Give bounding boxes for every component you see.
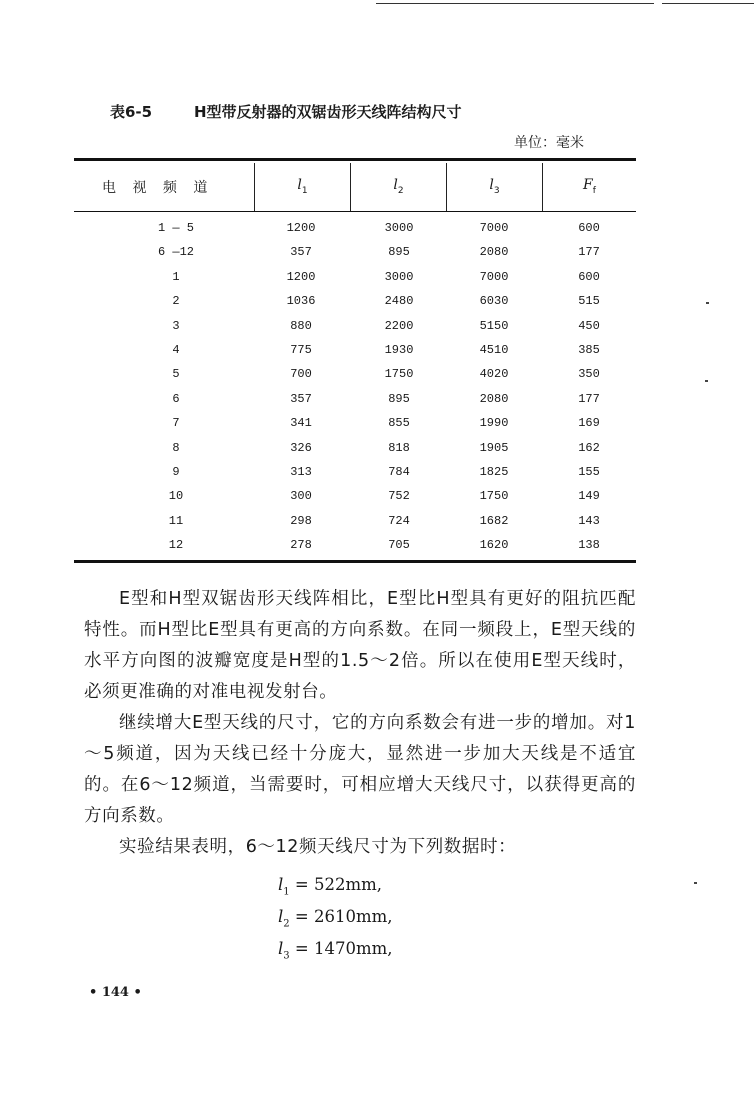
l3-cell: 7000 bbox=[479, 221, 509, 235]
l2-cell: 724 bbox=[388, 513, 410, 528]
l3-cell: 5150 bbox=[479, 318, 509, 333]
table-number: 表6-5 bbox=[110, 103, 153, 121]
header-l2: $l_2$ bbox=[393, 177, 404, 196]
top-edge-line bbox=[662, 3, 754, 4]
f-cell: 385 bbox=[578, 342, 600, 357]
table-row bbox=[74, 241, 636, 265]
l2-cell: 705 bbox=[388, 538, 410, 553]
scan-speck bbox=[706, 302, 709, 304]
channel-cell: 11 bbox=[168, 513, 184, 528]
l3-cell: 1905 bbox=[479, 440, 509, 455]
f-cell: 177 bbox=[578, 391, 600, 406]
l2-cell: 2200 bbox=[384, 318, 414, 333]
channel-cell: 3 bbox=[172, 318, 180, 333]
f-cell: 138 bbox=[578, 538, 600, 553]
f-cell: 177 bbox=[578, 245, 600, 260]
l3-cell: 4020 bbox=[479, 367, 509, 382]
l3-cell: 1750 bbox=[479, 489, 509, 504]
l2-cell: 895 bbox=[388, 245, 410, 260]
channel-cell: 2 bbox=[172, 294, 180, 309]
table-row bbox=[74, 461, 636, 485]
channel-cell: 4 bbox=[172, 342, 180, 357]
table-bottom-rule bbox=[74, 560, 636, 563]
l1-cell: 357 bbox=[290, 391, 312, 406]
table-row bbox=[74, 534, 636, 558]
formula-l3: $l_3 = 1470mm$, bbox=[278, 939, 393, 962]
table-top-rule bbox=[74, 158, 636, 161]
channel-cell: 1 — 5 bbox=[157, 221, 194, 235]
l1-cell: 341 bbox=[290, 416, 312, 431]
l3-cell: 1682 bbox=[479, 513, 509, 528]
f-cell: 162 bbox=[578, 440, 600, 455]
paragraph-3: 实验结果表明，6～12频天线尺寸为下列数据时： bbox=[119, 837, 517, 857]
l1-cell: 1200 bbox=[286, 269, 316, 284]
l2-cell: 2480 bbox=[384, 294, 414, 309]
table-row bbox=[74, 388, 636, 412]
table-row bbox=[74, 315, 636, 339]
table-unit: 单位：毫米 bbox=[514, 135, 584, 151]
l2-cell: 784 bbox=[388, 464, 410, 479]
l1-cell: 298 bbox=[290, 513, 312, 528]
f-cell: 515 bbox=[578, 294, 600, 309]
table-row bbox=[74, 437, 636, 461]
f-cell: 350 bbox=[578, 367, 600, 382]
scan-speck bbox=[705, 380, 708, 382]
table-row bbox=[74, 412, 636, 436]
l2-cell: 818 bbox=[388, 440, 410, 455]
header-f: $F_f$ bbox=[583, 177, 596, 196]
table-title: H型带反射器的双锯齿形天线阵结构尺寸 bbox=[194, 103, 462, 121]
l3-cell: 1620 bbox=[479, 538, 509, 553]
l1-cell: 278 bbox=[290, 538, 312, 553]
l1-cell: 880 bbox=[290, 318, 312, 333]
paragraph-2: 继续增大E型天线的尺寸，它的方向系数会有进一步的增加。对1～5频道，因为天线已经十分庞大，显然进一步加大天线是不适宜的。在6～12频道，当需要时，可相应增大天线尺寸，以获得更高的方向系数。 bbox=[84, 713, 636, 826]
l2-cell: 855 bbox=[388, 416, 410, 431]
paragraph-1: E型和H型双锯齿形天线阵相比，E型比H型具有更好的阻抗匹配特性。而H型比E型具有更高的方向系数。在同一频段上，E型天线的水平方向图的波瓣宽度是H型的1.5～2倍。所以在使用E型天线时，必须更准确的对准电视发射台。 bbox=[84, 589, 636, 702]
formula-l1: $l_1 = 522mm$, bbox=[278, 875, 383, 898]
l3-cell: 1990 bbox=[479, 416, 509, 431]
channel-cell: 10 bbox=[168, 489, 184, 504]
channel-cell: 5 bbox=[172, 367, 180, 382]
f-cell: 600 bbox=[578, 269, 600, 284]
f-cell: 149 bbox=[578, 489, 600, 504]
f-cell: 143 bbox=[578, 513, 600, 528]
l2-cell: 3000 bbox=[384, 221, 414, 235]
scan-speck bbox=[694, 882, 697, 884]
table-row bbox=[74, 266, 636, 290]
l2-cell: 1930 bbox=[384, 342, 414, 357]
l3-cell: 4510 bbox=[479, 342, 509, 357]
channel-cell: 7 bbox=[172, 416, 180, 431]
l1-cell: 775 bbox=[290, 342, 312, 357]
table-row bbox=[74, 485, 636, 509]
page-number: • 144 • bbox=[89, 985, 142, 1000]
channel-cell: 6 —12 bbox=[157, 245, 194, 260]
header-l1: $l_1$ bbox=[297, 177, 308, 196]
l3-cell: 6030 bbox=[479, 294, 509, 309]
l1-cell: 300 bbox=[290, 489, 312, 504]
l3-cell: 7000 bbox=[479, 269, 509, 284]
header-l3: $l_3$ bbox=[489, 177, 500, 196]
l2-cell: 3000 bbox=[384, 269, 414, 284]
table-row bbox=[74, 339, 636, 363]
l1-cell: 700 bbox=[290, 367, 312, 382]
l1-cell: 1200 bbox=[286, 221, 316, 235]
l3-cell: 2080 bbox=[479, 245, 509, 260]
channel-cell: 12 bbox=[168, 538, 184, 553]
table-caption bbox=[110, 101, 462, 122]
l1-cell: 326 bbox=[290, 440, 312, 455]
header-rule bbox=[74, 211, 636, 212]
formula-l2: $l_2 = 2610mm$, bbox=[278, 907, 393, 930]
f-cell: 155 bbox=[578, 464, 600, 479]
l1-cell: 357 bbox=[290, 245, 312, 260]
channel-cell: 6 bbox=[172, 391, 180, 406]
table-body bbox=[74, 217, 636, 558]
f-cell: 600 bbox=[578, 221, 600, 235]
header-channel: 电 视 频 道 bbox=[102, 180, 214, 196]
l1-cell: 313 bbox=[290, 464, 312, 479]
l2-cell: 1750 bbox=[384, 367, 414, 382]
f-cell: 450 bbox=[578, 318, 600, 333]
l1-cell: 1036 bbox=[286, 294, 316, 309]
l2-cell: 752 bbox=[388, 489, 410, 504]
table-row bbox=[74, 217, 636, 241]
l3-cell: 2080 bbox=[479, 391, 509, 406]
l3-cell: 1825 bbox=[479, 464, 509, 479]
table-row bbox=[74, 363, 636, 387]
table-row bbox=[74, 510, 636, 534]
table-row bbox=[74, 290, 636, 314]
top-edge-line bbox=[376, 3, 654, 4]
channel-cell: 1 bbox=[172, 269, 180, 284]
l2-cell: 895 bbox=[388, 391, 410, 406]
channel-cell: 8 bbox=[172, 440, 180, 455]
channel-cell: 9 bbox=[172, 464, 180, 479]
f-cell: 169 bbox=[578, 416, 600, 431]
